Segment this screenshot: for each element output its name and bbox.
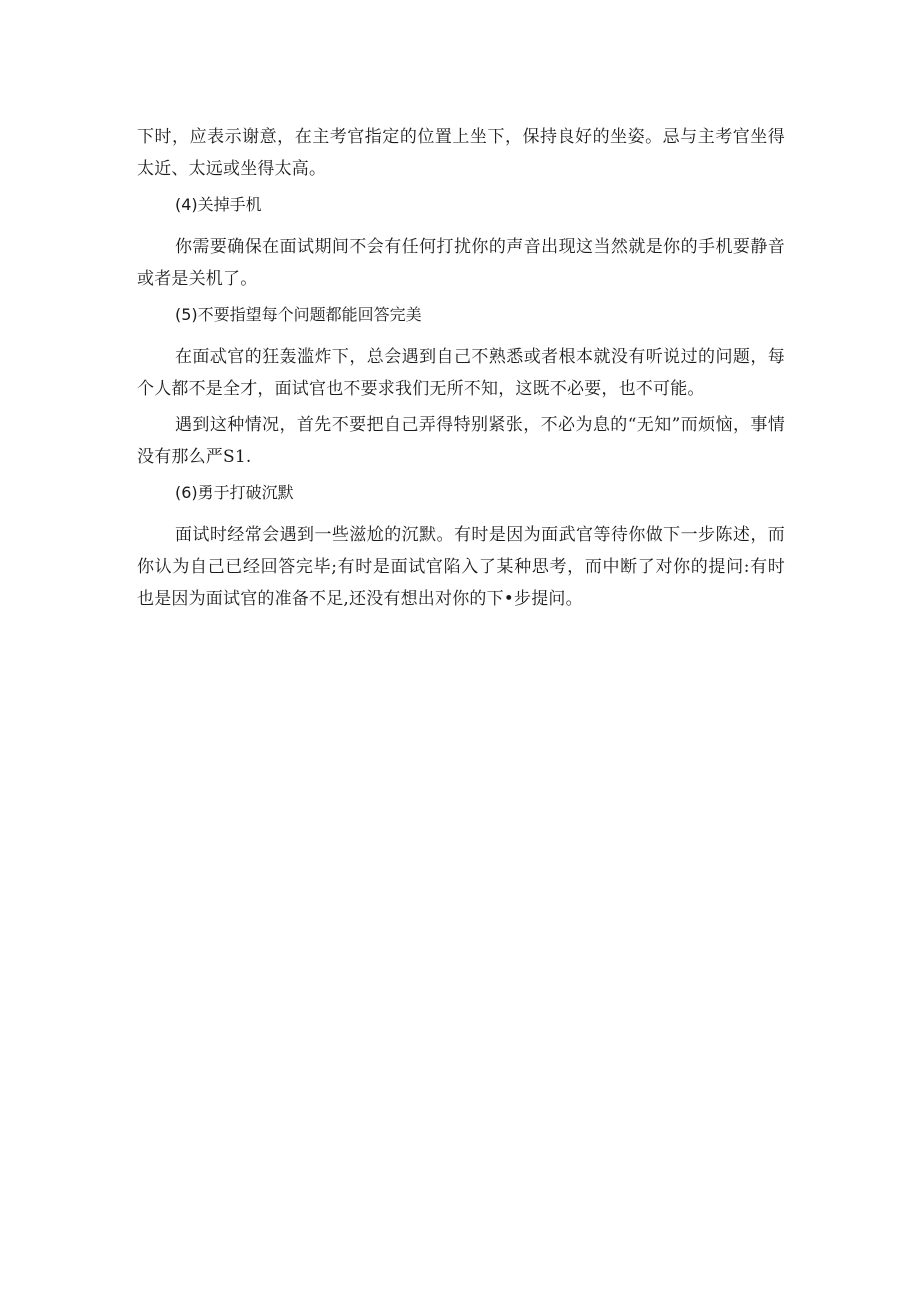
paragraph-seating: 下时，应表示谢意，在主考官指定的位置上坐下，保持良好的坐姿。忌与主考官坐得太近、太远或坐得太高。 (137, 127, 785, 179)
heading-turn-off-phone: (4)关掉手机 (175, 195, 262, 214)
paragraph-phone: 你需要确保在面试期间不会有任何打扰你的声音出现这当然就是你的手机要静音或者是关机了。 (137, 237, 785, 289)
paragraph-stay-calm: 遇到这种情况，首先不要把自己弄得特别紧张，不必为息的“无知”而烦恼，事情没有那么严S1. (137, 415, 785, 467)
paragraph-silence: 面试时经常会遇到一些滋尬的沉默。有时是因为面武官等待你做下一步陈述，而你认为自己已经回答完毕;有时是面试官陷入了某种思考，而中断了对你的提问:有时也是因为面试官的准备不足,还没有想出对你的下•步提问。 (137, 525, 785, 609)
document-body (137, 121, 785, 615)
heading-not-perfect: (5)不要指望每个问题都能回答完美 (175, 305, 422, 324)
heading-break-silence: (6)勇于打破沉默 (175, 483, 294, 502)
paragraph-unfamiliar-questions: 在面忒官的狂轰滥炸下，总会遇到自己不熟悉或者根本就没有听说过的问题，每个人都不是全才，面试官也不要求我们无所不知，这既不必要，也不可能。 (137, 347, 785, 399)
